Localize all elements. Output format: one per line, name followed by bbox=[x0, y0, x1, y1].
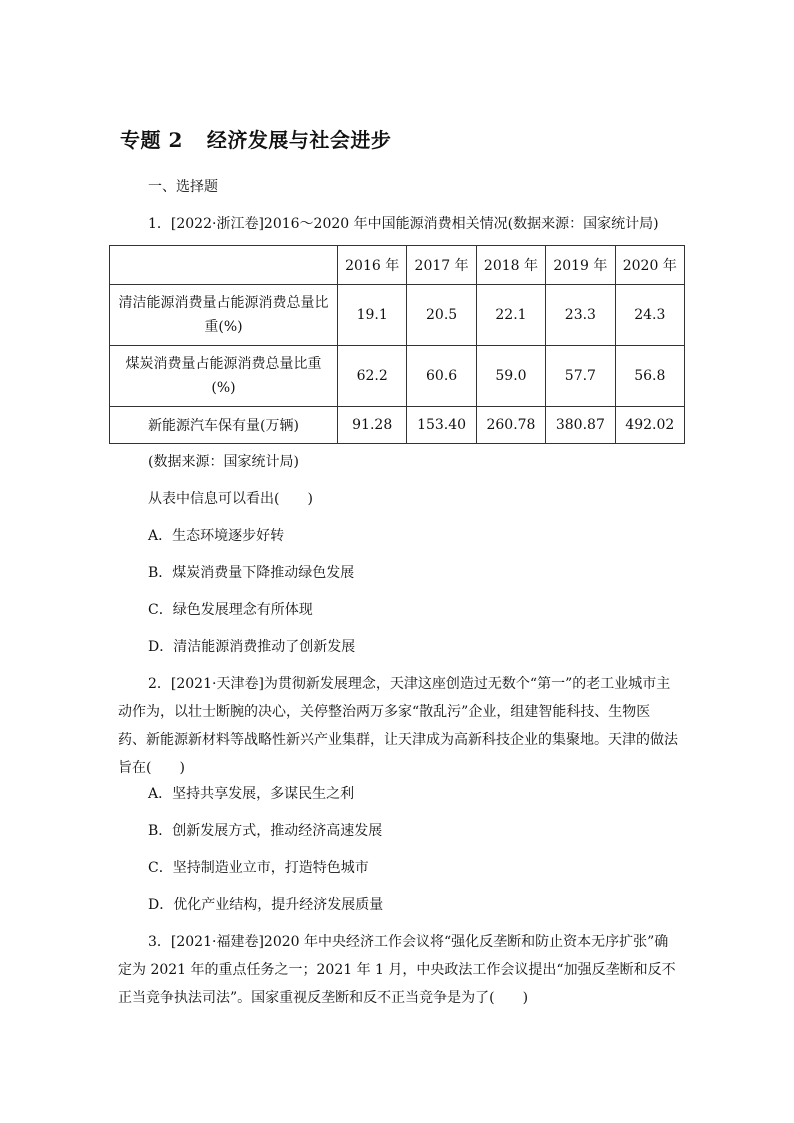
q2-option-b: B．创新发展方式，推动经济高速发展 bbox=[148, 823, 383, 839]
section-heading: 一、选择题 bbox=[148, 179, 218, 195]
table-header-cell: 2018 年 bbox=[476, 246, 545, 285]
q2-option-a: A．坚持共享发展，多谋民生之利 bbox=[148, 786, 355, 802]
table-cell: 59.0 bbox=[476, 346, 545, 407]
topic-name: 经济发展与社会进步 bbox=[206, 128, 392, 152]
table-row bbox=[110, 407, 685, 444]
question-2-stem: 2．[2021·天津卷]为贯彻新发展理念，天津这座创造过无数个“第一”的老工业城市主动作为，以壮士断腕的决心，关停整治两万多家“散乱污”企业，组建智能科技、生物医药、新能源新材料等战略性新兴产业集群，让天津成为高新科技企业的集聚地。天津的做法旨在( ) bbox=[118, 676, 678, 776]
table-cell: 19.1 bbox=[338, 285, 407, 346]
table-cell: 56.8 bbox=[615, 346, 684, 407]
q1-option-d: D．清洁能源消费推动了创新发展 bbox=[148, 639, 356, 655]
table-cell: 91.28 bbox=[338, 407, 407, 444]
table-row bbox=[110, 346, 685, 407]
q2-option-c: C．坚持制造业立市，打造特色城市 bbox=[148, 860, 369, 876]
q2-option-d: D．优化产业结构，提升经济发展质量 bbox=[148, 897, 384, 913]
table-cell: 380.87 bbox=[546, 407, 615, 444]
table-row bbox=[110, 285, 685, 346]
table-cell: 23.3 bbox=[546, 285, 615, 346]
table-header-cell: 2017 年 bbox=[407, 246, 476, 285]
q1-option-c: C．绿色发展理念有所体现 bbox=[148, 602, 313, 618]
table-header-cell: 2020 年 bbox=[615, 246, 684, 285]
table-cell: 492.02 bbox=[615, 407, 684, 444]
table-cell: 20.5 bbox=[407, 285, 476, 346]
table-cell: 60.6 bbox=[407, 346, 476, 407]
table-header-cell: 2019 年 bbox=[546, 246, 615, 285]
question-3-stem: 3．[2021·福建卷]2020 年中央经济工作会议将“强化反垄断和防止资本无序扩张”确定为 2021 年的重点任务之一；2021 年 1 月，中央政法工作会议提出“加强反垄断和反不正当竞争执法司法”。国家重视反垄断和反不正当竞争是为了( ) bbox=[118, 934, 676, 1006]
table-cell: 24.3 bbox=[615, 285, 684, 346]
table-header-row bbox=[110, 246, 685, 285]
page-title bbox=[120, 124, 391, 153]
table-cell: 62.2 bbox=[338, 346, 407, 407]
energy-data-table bbox=[109, 245, 685, 444]
question-1-prompt: 从表中信息可以看出( ) bbox=[148, 491, 313, 507]
q1-option-a: A．生态环境逐步好转 bbox=[148, 528, 285, 544]
table-cell: 57.7 bbox=[546, 346, 615, 407]
table-cell: 22.1 bbox=[476, 285, 545, 346]
row-label: 新能源汽车保有量(万辆) bbox=[110, 407, 338, 444]
row-label: 清洁能源消费量占能源消费总量比重(%) bbox=[110, 285, 338, 346]
table-cell: 260.78 bbox=[476, 407, 545, 444]
question-1-stem: 1．[2022·浙江卷]2016～2020 年中国能源消费相关情况(数据来源：国家统计局) bbox=[148, 216, 659, 232]
topic-number: 专题 2 bbox=[120, 128, 183, 152]
q1-option-b: B．煤炭消费量下降推动绿色发展 bbox=[148, 565, 355, 581]
table-source-note: (数据来源：国家统计局) bbox=[148, 454, 299, 470]
table-cell: 153.40 bbox=[407, 407, 476, 444]
table-header-cell bbox=[110, 246, 338, 285]
table-header-cell: 2016 年 bbox=[338, 246, 407, 285]
row-label: 煤炭消费量占能源消费总量比重(%) bbox=[110, 346, 338, 407]
